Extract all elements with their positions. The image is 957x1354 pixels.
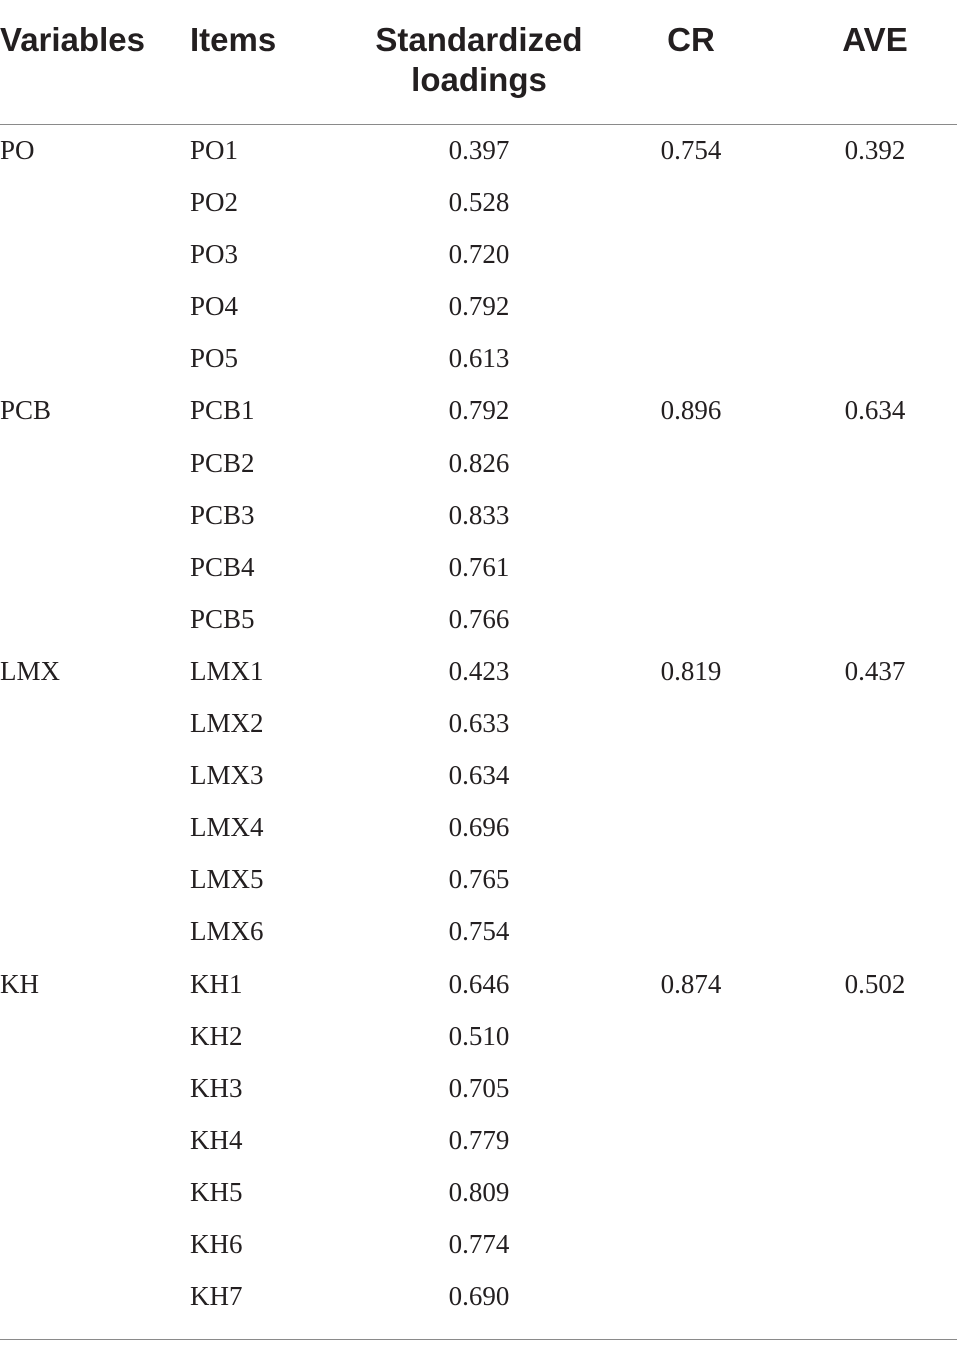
table-row	[0, 750, 957, 802]
table-row	[0, 438, 957, 490]
item-cell: PO2	[190, 187, 239, 218]
item-cell: LMX5	[190, 864, 264, 895]
variable-cell: LMX	[0, 655, 60, 686]
header-standardized-loadings	[358, 20, 600, 100]
loading-cell: 0.754	[448, 916, 510, 947]
loading-cell: 0.720	[448, 239, 510, 270]
item-cell: PCB5	[190, 603, 255, 634]
table-row	[0, 959, 957, 1011]
table-row	[0, 1271, 957, 1323]
table-header	[0, 0, 957, 125]
table-row	[0, 594, 957, 646]
table-row	[0, 1115, 957, 1167]
table-row	[0, 385, 957, 437]
item-cell: KH4	[190, 1124, 243, 1155]
cr-cell: 0.754	[660, 135, 722, 165]
item-cell: KH1	[190, 968, 243, 999]
table-row	[0, 490, 957, 542]
ave-cell: 0.392	[844, 135, 906, 165]
table-row	[0, 1219, 957, 1271]
cr-cell: 0.896	[660, 395, 722, 426]
header-ave: AVE	[842, 21, 908, 58]
item-cell: PCB1	[190, 395, 255, 426]
loading-cell: 0.792	[448, 395, 510, 426]
header-cr: CR	[667, 21, 715, 58]
table-row	[0, 542, 957, 594]
loading-cell: 0.613	[448, 343, 510, 374]
loading-cell: 0.809	[448, 1176, 510, 1207]
item-cell: KH2	[190, 1020, 243, 1051]
table-row	[0, 906, 957, 958]
header-loadings-line2: loadings	[411, 61, 547, 98]
table-row	[0, 802, 957, 854]
ave-cell: 0.634	[844, 395, 906, 426]
item-cell: PO3	[190, 239, 239, 270]
loading-cell: 0.761	[448, 551, 510, 582]
item-cell: PCB4	[190, 551, 255, 582]
loading-cell: 0.633	[448, 708, 510, 739]
variable-cell: KH	[0, 968, 39, 999]
loading-cell: 0.766	[448, 603, 510, 634]
table-row	[0, 125, 957, 177]
loading-cell: 0.397	[448, 135, 510, 165]
item-cell: LMX2	[190, 708, 264, 739]
loading-cell: 0.765	[448, 864, 510, 895]
table-row	[0, 177, 957, 229]
loading-cell: 0.696	[448, 812, 510, 843]
item-cell: KH7	[190, 1281, 243, 1312]
item-cell: LMX6	[190, 916, 264, 947]
item-cell: LMX4	[190, 812, 264, 843]
loading-cell: 0.646	[448, 968, 510, 999]
cr-cell: 0.819	[660, 655, 722, 686]
table-row	[0, 281, 957, 333]
item-cell: PCB3	[190, 499, 255, 530]
table-row	[0, 1167, 957, 1219]
item-cell: KH6	[190, 1228, 243, 1259]
bottom-rule	[0, 1339, 957, 1340]
loading-cell: 0.510	[448, 1020, 510, 1051]
ave-cell: 0.437	[844, 655, 906, 686]
loading-cell: 0.792	[448, 291, 510, 322]
ave-cell: 0.502	[844, 968, 906, 999]
item-cell: KH5	[190, 1176, 243, 1207]
header-items: Items	[190, 21, 277, 58]
table-row	[0, 333, 957, 385]
cr-cell: 0.874	[660, 968, 722, 999]
table-row	[0, 854, 957, 906]
item-cell: PO1	[190, 135, 239, 165]
item-cell: LMX1	[190, 655, 264, 686]
table-row	[0, 1063, 957, 1115]
loading-cell: 0.779	[448, 1124, 510, 1155]
loading-cell: 0.690	[448, 1281, 510, 1312]
loading-cell: 0.826	[448, 447, 510, 478]
item-cell: PCB2	[190, 447, 255, 478]
item-cell: KH3	[190, 1072, 243, 1103]
header-loadings-line1: Standardized	[375, 21, 583, 58]
item-cell: PO5	[190, 343, 239, 374]
item-cell: PO4	[190, 291, 239, 322]
table-row	[0, 1011, 957, 1063]
table-body	[0, 125, 957, 1323]
header-variables: Variables	[0, 21, 145, 58]
table-row	[0, 646, 957, 698]
loading-cell: 0.528	[448, 187, 510, 218]
loading-cell: 0.634	[448, 760, 510, 791]
variable-cell: PCB	[0, 395, 52, 426]
variable-cell: PO	[0, 135, 35, 165]
table-row	[0, 698, 957, 750]
loading-cell: 0.705	[448, 1072, 510, 1103]
loading-cell: 0.774	[448, 1228, 510, 1259]
loading-cell: 0.423	[448, 655, 510, 686]
loading-cell: 0.833	[448, 499, 510, 530]
item-cell: LMX3	[190, 760, 264, 791]
table-row	[0, 229, 957, 281]
